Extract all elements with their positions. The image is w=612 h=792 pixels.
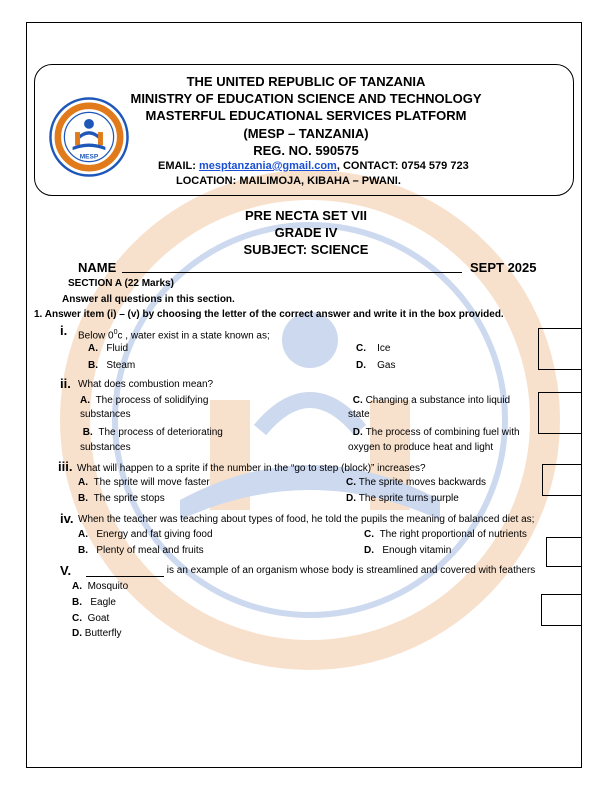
name-label: NAME bbox=[78, 260, 117, 275]
item-ii-option-b-cont: substances bbox=[80, 442, 131, 453]
section-title: SECTION A (22 Marks) bbox=[68, 278, 174, 289]
item-iii-answer-box[interactable] bbox=[542, 464, 582, 496]
item-v-option-c: C. Goat bbox=[72, 613, 110, 624]
item-ii-option-a: A. The process of solidifying bbox=[80, 395, 209, 406]
item-ii-option-d-cont: oxygen to produce heat and light bbox=[348, 442, 494, 453]
item-ii-option-d: D. The process of combining fuel with bbox=[352, 427, 520, 438]
contact-text: , CONTACT: 0754 579 723 bbox=[336, 160, 469, 172]
subject-title: SUBJECT: SCIENCE bbox=[243, 242, 369, 257]
item-iv-option-c: C. The right proportional of nutrients bbox=[364, 529, 527, 540]
item-ii-number: ii. bbox=[60, 376, 71, 391]
email-label: EMAIL: bbox=[158, 160, 199, 172]
item-iv-option-d: D. Enough vitamin bbox=[364, 545, 452, 556]
item-v-number: V. bbox=[60, 563, 72, 578]
item-ii-answer-box[interactable] bbox=[538, 392, 582, 434]
item-v-option-b: B. Eagle bbox=[72, 597, 116, 608]
item-i-number: i. bbox=[60, 323, 68, 338]
item-i-option-a: A. Fluid bbox=[88, 343, 129, 354]
item-v-blank[interactable] bbox=[86, 566, 164, 577]
contact-line bbox=[158, 160, 469, 172]
item-ii-option-c: C. Changing a substance into liquid bbox=[352, 395, 511, 406]
item-ii-option-a-cont: substances bbox=[80, 409, 131, 420]
name-field[interactable] bbox=[122, 272, 462, 273]
exam-title: PRE NECTA SET VII bbox=[244, 208, 368, 223]
item-iv-option-b: B. Plenty of meal and fruits bbox=[78, 545, 204, 556]
item-i-option-d: D. Gas bbox=[356, 360, 396, 371]
item-i-answer-box[interactable] bbox=[538, 328, 582, 370]
item-iii-number: iii. bbox=[58, 459, 73, 474]
item-i-option-b: B. Steam bbox=[88, 360, 136, 371]
item-iv-option-a: A. Energy and fat giving food bbox=[78, 529, 213, 540]
platform-title: MASTERFUL EDUCATIONAL SERVICES PLATFORM bbox=[145, 108, 467, 123]
country-title: THE UNITED REPUBLIC OF TANZANIA bbox=[186, 74, 426, 89]
location-line: LOCATION: MAILIMOJA, KIBAHA – PWANI. bbox=[176, 175, 401, 187]
item-iv-question: When the teacher was teaching about types of food, he told the pupils the meaning of balanced diet as; bbox=[78, 514, 535, 525]
logo-abbr: MESP bbox=[79, 153, 99, 161]
item-iii-option-b: B. The sprite stops bbox=[78, 493, 165, 504]
grade-title: GRADE IV bbox=[274, 225, 338, 240]
reg-number: REG. NO. 590575 bbox=[253, 143, 359, 158]
item-v-answer-box[interactable] bbox=[541, 594, 582, 626]
ministry-title: MINISTRY OF EDUCATION SCIENCE AND TECHNOLOGY bbox=[130, 91, 482, 106]
item-iii-option-c: C. The sprite moves backwards bbox=[346, 477, 487, 488]
item-v-option-d: D. Butterfly bbox=[72, 628, 122, 639]
item-i-question: Below $0^0c$ , water exist in a state known as; bbox=[78, 329, 270, 342]
item-v-option-a: A. Mosquito bbox=[72, 581, 129, 592]
item-iii-option-d: D. The sprite turns purple bbox=[346, 493, 459, 504]
item-iv-number: iv. bbox=[60, 511, 74, 526]
section-instruction: Answer all questions in this section. bbox=[62, 294, 235, 305]
exam-date: SEPT 2025 bbox=[470, 260, 537, 275]
item-i-option-c: C. Ice bbox=[356, 343, 391, 354]
item-ii-option-c-cont: state bbox=[348, 409, 370, 420]
item-iii-option-a: A. The sprite will move faster bbox=[78, 477, 210, 488]
item-ii-option-b: B. The process of deteriorating bbox=[82, 427, 223, 438]
abbr-title: (MESP – TANZANIA) bbox=[243, 126, 369, 141]
email-link[interactable]: mesptanzania@gmail.com bbox=[198, 160, 337, 172]
question-1-text: 1. Answer item (i) – (v) by choosing the letter of the correct answer and write it in the box provided. bbox=[34, 309, 504, 320]
item-iv-answer-box[interactable] bbox=[546, 537, 582, 567]
item-ii-question: What does combustion mean? bbox=[78, 379, 214, 390]
item-iii-question: What will happen to a sprite if the number in the “go to step (block)” increases? bbox=[77, 463, 426, 474]
item-v-question: is an example of an organism whose body is streamlined and covered with feathers bbox=[86, 565, 535, 577]
